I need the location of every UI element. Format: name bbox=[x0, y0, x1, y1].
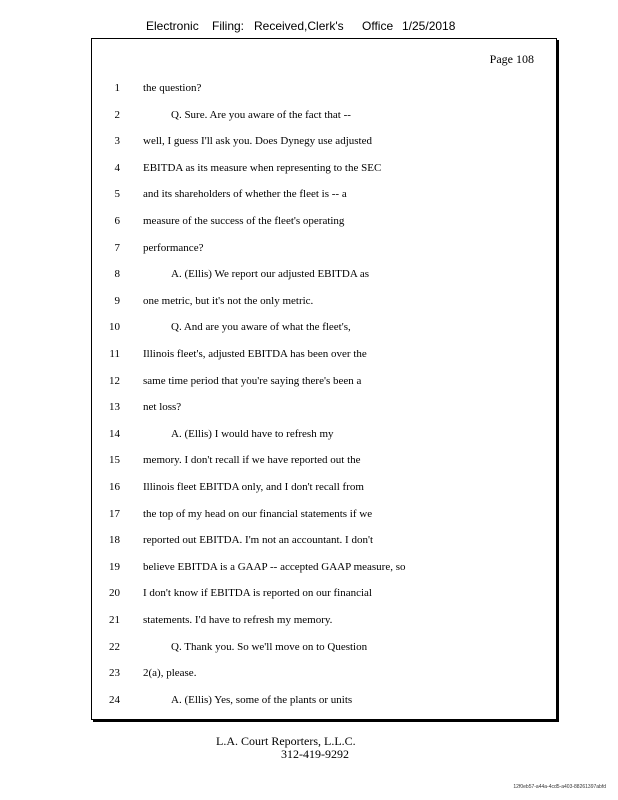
line-text: same time period that you're saying there's been a bbox=[143, 374, 362, 387]
transcript-line bbox=[92, 159, 556, 177]
line-number: 11 bbox=[109, 348, 120, 360]
transcript-line bbox=[92, 664, 556, 682]
line-number: 8 bbox=[114, 268, 120, 281]
line-text: believe EBITDA is a GAAP -- accepted GAAP measure, so bbox=[143, 560, 406, 573]
transcript-line bbox=[92, 505, 556, 523]
line-text: the top of my head on our financial statements if we bbox=[143, 507, 373, 520]
transcript-line bbox=[92, 345, 556, 363]
line-number: 3 bbox=[114, 135, 120, 148]
line-text: Illinois fleet's, adjusted EBITDA has been over the bbox=[143, 348, 367, 360]
line-number: 24 bbox=[109, 693, 120, 706]
transcript-line bbox=[92, 611, 556, 629]
header-office: Office bbox=[362, 19, 394, 33]
line-number: 1 bbox=[114, 82, 120, 94]
footer-firm: L.A. Court Reporters, L.L.C. bbox=[216, 734, 356, 748]
line-text: EBITDA as its measure when representing to the SEC bbox=[143, 161, 382, 174]
header-filing: Filing: bbox=[212, 19, 245, 33]
transcript-page-frame bbox=[91, 38, 557, 720]
transcript-line bbox=[92, 398, 556, 416]
line-number: 4 bbox=[114, 161, 120, 174]
line-number: 20 bbox=[109, 587, 120, 600]
header-received: Received,Clerk's bbox=[254, 19, 344, 33]
line-number: 6 bbox=[114, 215, 120, 227]
transcript-line bbox=[92, 451, 556, 469]
line-number: 9 bbox=[114, 294, 120, 307]
transcript-line bbox=[92, 106, 556, 124]
transcript-line bbox=[92, 691, 556, 709]
line-number: 15 bbox=[109, 454, 120, 467]
transcript-line bbox=[92, 425, 556, 443]
line-text: statements. I'd have to refresh my memory. bbox=[143, 614, 333, 626]
line-text: one metric, but it's not the only metric. bbox=[143, 294, 314, 307]
line-number: 7 bbox=[114, 241, 120, 254]
transcript-line bbox=[92, 132, 556, 150]
line-text: A. (Ellis) We report our adjusted EBITDA as bbox=[171, 268, 370, 281]
line-number: 10 bbox=[109, 321, 120, 334]
document-id: 12f0eb57-a44a-4cd5-a403-88261397abfd bbox=[513, 784, 606, 790]
line-number: 21 bbox=[109, 614, 120, 626]
transcript-line bbox=[92, 185, 556, 203]
line-number: 23 bbox=[109, 667, 120, 680]
header-date: 1/25/2018 bbox=[402, 19, 456, 33]
line-text: I don't know if EBITDA is reported on our financial bbox=[143, 587, 372, 600]
line-text: well, I guess I'll ask you. Does Dynegy use adjusted bbox=[143, 135, 372, 148]
line-number: 12 bbox=[109, 374, 120, 387]
line-text: net loss? bbox=[143, 401, 182, 414]
line-text: Q. Thank you. So we'll move on to Question bbox=[171, 640, 368, 653]
transcript-line bbox=[92, 292, 556, 310]
transcript-line bbox=[92, 79, 556, 97]
line-text: A. (Ellis) Yes, some of the plants or units bbox=[171, 693, 353, 706]
transcript-line bbox=[92, 265, 556, 283]
line-number: 18 bbox=[109, 534, 120, 547]
line-text: A. (Ellis) I would have to refresh my bbox=[171, 427, 334, 440]
line-number: 13 bbox=[109, 401, 120, 414]
line-text: reported out EBITDA. I'm not an accountant. I don't bbox=[143, 534, 374, 547]
header-electronic: Electronic bbox=[146, 19, 199, 33]
page-number: Page 108 bbox=[489, 52, 534, 66]
transcript-line bbox=[92, 372, 556, 390]
line-number: 17 bbox=[109, 507, 120, 520]
line-number: 2 bbox=[114, 108, 120, 121]
line-number: 22 bbox=[109, 640, 120, 653]
line-text: 2(a), please. bbox=[143, 667, 197, 680]
line-text: memory. I don't recall if we have reported out the bbox=[143, 454, 361, 467]
transcript-line bbox=[92, 318, 556, 336]
transcript-line bbox=[92, 558, 556, 576]
line-number: 16 bbox=[109, 481, 120, 493]
transcript-line bbox=[92, 638, 556, 656]
line-text: measure of the success of the fleet's operating bbox=[143, 215, 345, 227]
line-text: the question? bbox=[143, 82, 202, 94]
transcript-line bbox=[92, 531, 556, 549]
line-text: performance? bbox=[143, 241, 204, 254]
footer-phone: 312-419-9292 bbox=[281, 747, 349, 761]
transcript-line bbox=[92, 478, 556, 496]
transcript-line bbox=[92, 584, 556, 602]
line-number: 5 bbox=[114, 188, 120, 201]
transcript-line bbox=[92, 239, 556, 257]
transcript-line bbox=[92, 212, 556, 230]
line-text: Illinois fleet EBITDA only, and I don't recall from bbox=[143, 481, 364, 493]
line-number: 19 bbox=[109, 560, 120, 573]
line-text: and its shareholders of whether the fleet is -- a bbox=[143, 188, 347, 201]
line-number: 14 bbox=[109, 427, 120, 440]
line-text: Q. And are you aware of what the fleet's, bbox=[171, 321, 351, 334]
line-text: Q. Sure. Are you aware of the fact that -- bbox=[171, 108, 351, 121]
